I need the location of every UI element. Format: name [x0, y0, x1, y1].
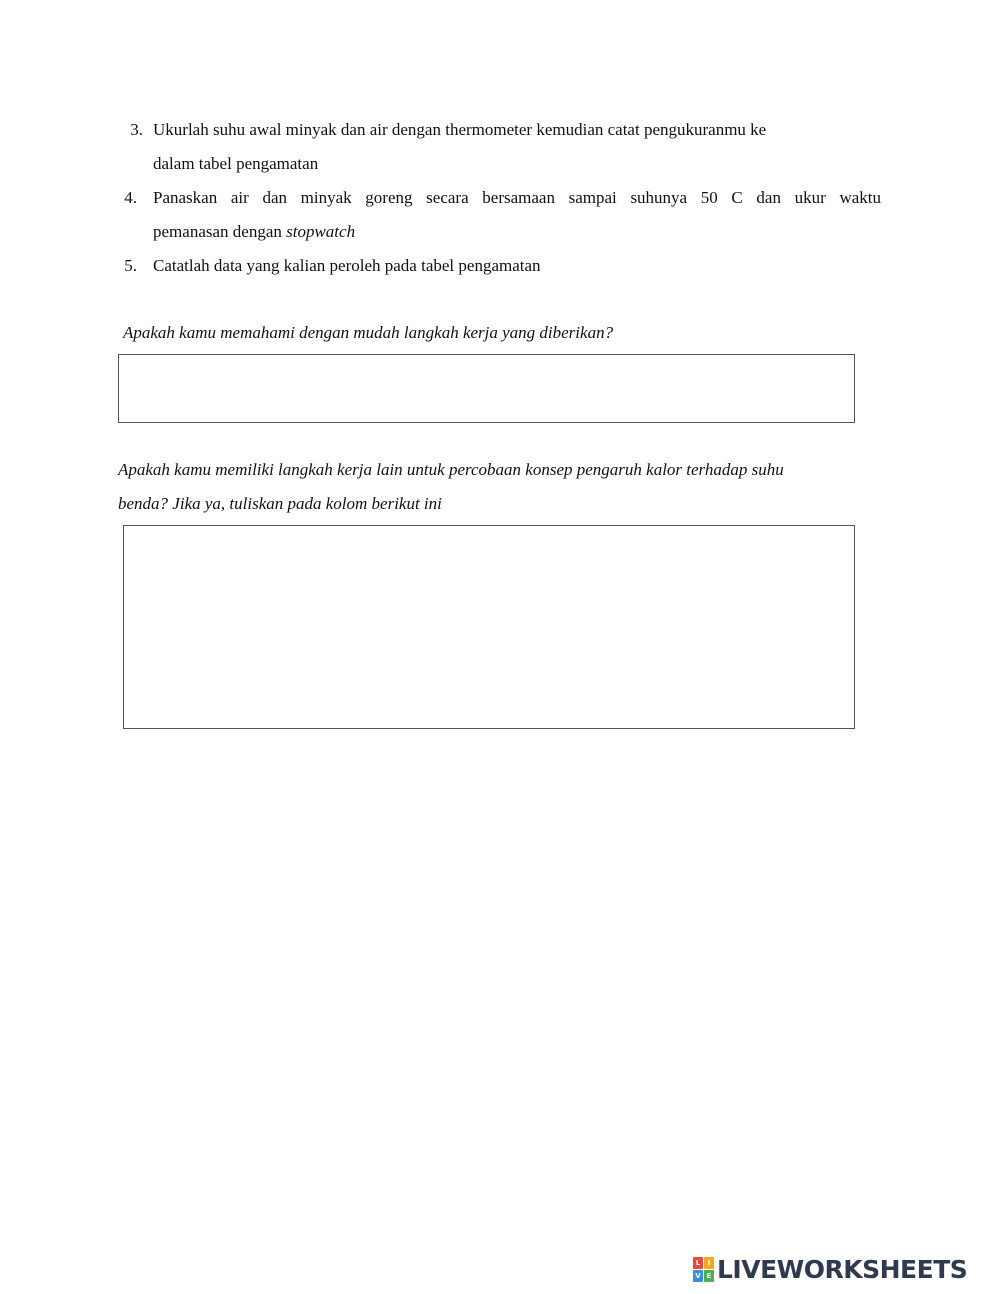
step-text-line-1: Ukurlah suhu awal minyak dan air dengan thermometer kemudian catat pengukuranmu ke: [153, 120, 767, 139]
step-text-line-1: Panaskan air dan minyak goreng secara bersamaan sampai suhunya 50 C dan ukur waktu: [153, 188, 881, 207]
liveworksheets-logo-icon: [693, 1257, 713, 1281]
stopwatch-term: stopwatch: [286, 222, 356, 241]
liveworksheets-logo: [693, 1254, 967, 1284]
step-number: 3.: [130, 120, 143, 139]
question-1: Apakah kamu memahami dengan mudah langkah kerja yang diberikan?: [123, 323, 614, 342]
answer-box-1[interactable]: [118, 354, 855, 423]
step-text-plain: pemanasan dengan: [153, 222, 282, 241]
question-2-line-2: benda? Jika ya, tuliskan pada kolom berikut ini: [118, 494, 442, 513]
logo-icon-letter: L: [693, 1257, 703, 1269]
step-text-line-2: [153, 222, 355, 242]
logo-icon-letter: V: [693, 1270, 703, 1282]
step-number: 4.: [124, 188, 137, 207]
answer-box-2[interactable]: [123, 525, 855, 729]
logo-icon-letter: E: [704, 1270, 714, 1282]
question-2-line-1: Apakah kamu memiliki langkah kerja lain untuk percobaan konsep pengaruh kalor terhadap suhu: [118, 460, 784, 479]
step-text-line-1: Catatlah data yang kalian peroleh pada tabel pengamatan: [153, 256, 541, 275]
logo-icon-letter: I: [704, 1257, 714, 1269]
step-number: 5.: [124, 256, 137, 275]
step-text-line-2: dalam tabel pengamatan: [153, 154, 319, 173]
logo-text: LIVEWORKSHEETS: [717, 1254, 968, 1284]
